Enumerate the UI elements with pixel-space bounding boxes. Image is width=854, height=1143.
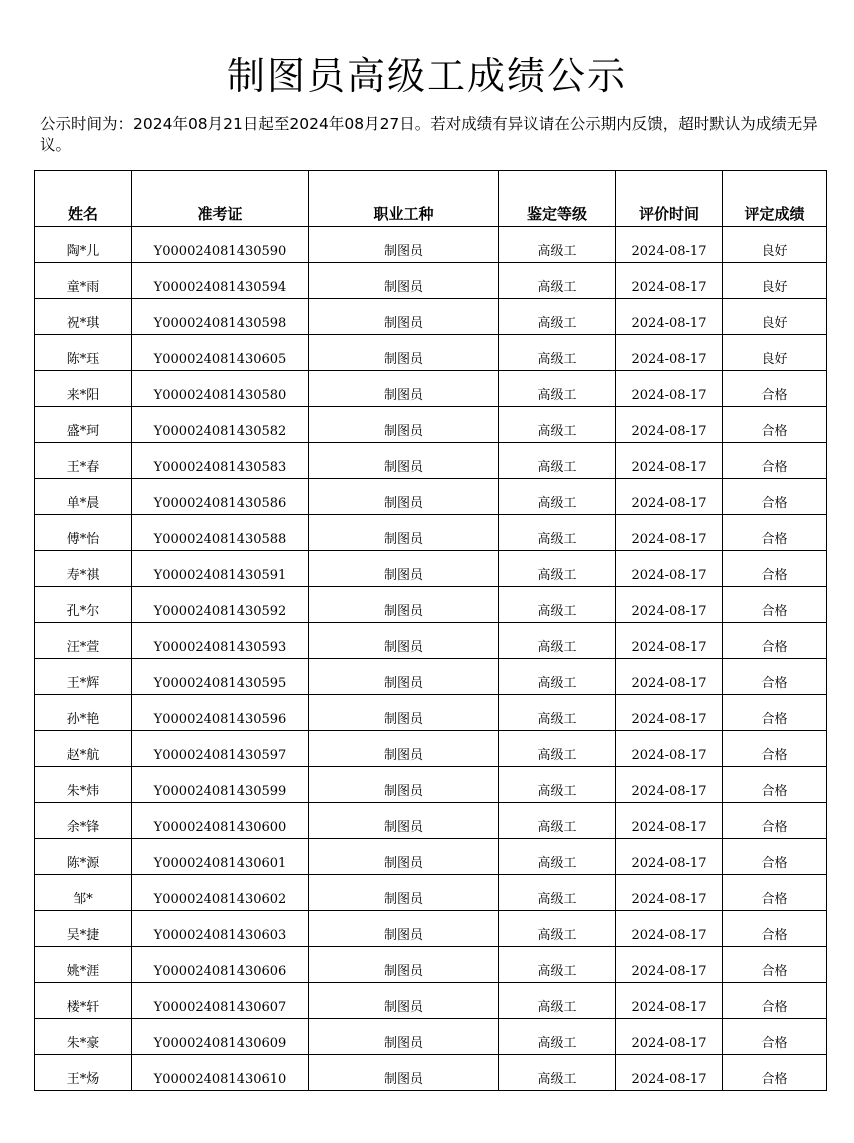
cell-occupation: 制图员 <box>309 299 499 335</box>
cell-eval-date: 2024-08-17 <box>616 407 723 443</box>
cell-occupation: 制图员 <box>309 911 499 947</box>
table-row <box>35 695 827 731</box>
cell-name: 陶*儿 <box>35 227 132 263</box>
cell-occupation: 制图员 <box>309 443 499 479</box>
table-row <box>35 623 827 659</box>
table-row <box>35 227 827 263</box>
cell-name: 单*晨 <box>35 479 132 515</box>
table-row <box>35 803 827 839</box>
cell-occupation: 制图员 <box>309 767 499 803</box>
cell-eval-date: 2024-08-17 <box>616 659 723 695</box>
cell-level: 高级工 <box>499 947 616 983</box>
cell-level: 高级工 <box>499 1055 616 1091</box>
cell-exam-id: Y000024081430595 <box>132 659 309 695</box>
cell-result: 合格 <box>723 695 827 731</box>
cell-exam-id: Y000024081430596 <box>132 695 309 731</box>
cell-result: 合格 <box>723 875 827 911</box>
cell-exam-id: Y000024081430609 <box>132 1019 309 1055</box>
cell-occupation: 制图员 <box>309 623 499 659</box>
table-row <box>35 371 827 407</box>
table-row <box>35 407 827 443</box>
cell-result: 合格 <box>723 1055 827 1091</box>
table-row <box>35 299 827 335</box>
table-row <box>35 839 827 875</box>
table-row <box>35 911 827 947</box>
cell-occupation: 制图员 <box>309 1019 499 1055</box>
cell-occupation: 制图员 <box>309 479 499 515</box>
cell-eval-date: 2024-08-17 <box>616 1019 723 1055</box>
page-title: 制图员高级工成绩公示 <box>226 54 627 98</box>
cell-result: 合格 <box>723 623 827 659</box>
cell-exam-id: Y000024081430600 <box>132 803 309 839</box>
cell-name: 来*阳 <box>35 371 132 407</box>
cell-exam-id: Y000024081430603 <box>132 911 309 947</box>
cell-name: 陈*珏 <box>35 335 132 371</box>
cell-occupation: 制图员 <box>309 263 499 299</box>
cell-occupation: 制图员 <box>309 1055 499 1091</box>
cell-name: 孔*尔 <box>35 587 132 623</box>
cell-result: 合格 <box>723 1019 827 1055</box>
cell-exam-id: Y000024081430580 <box>132 371 309 407</box>
table-header-row <box>35 171 827 227</box>
cell-exam-id: Y000024081430586 <box>132 479 309 515</box>
cell-level: 高级工 <box>499 983 616 1019</box>
table-row <box>35 551 827 587</box>
cell-name: 王*春 <box>35 443 132 479</box>
cell-result: 良好 <box>723 299 827 335</box>
cell-level: 高级工 <box>499 875 616 911</box>
cell-eval-date: 2024-08-17 <box>616 335 723 371</box>
cell-result: 合格 <box>723 515 827 551</box>
cell-eval-date: 2024-08-17 <box>616 731 723 767</box>
cell-occupation: 制图员 <box>309 335 499 371</box>
cell-eval-date: 2024-08-17 <box>616 983 723 1019</box>
cell-name: 祝*琪 <box>35 299 132 335</box>
cell-name: 姚*涯 <box>35 947 132 983</box>
cell-eval-date: 2024-08-17 <box>616 947 723 983</box>
cell-result: 良好 <box>723 227 827 263</box>
table-row <box>35 731 827 767</box>
cell-level: 高级工 <box>499 803 616 839</box>
cell-level: 高级工 <box>499 515 616 551</box>
cell-occupation: 制图员 <box>309 983 499 1019</box>
cell-name: 寿*祺 <box>35 551 132 587</box>
cell-eval-date: 2024-08-17 <box>616 695 723 731</box>
cell-name: 童*雨 <box>35 263 132 299</box>
cell-name: 陈*源 <box>35 839 132 875</box>
cell-level: 高级工 <box>499 623 616 659</box>
cell-occupation: 制图员 <box>309 839 499 875</box>
cell-level: 高级工 <box>499 695 616 731</box>
cell-name: 王*炀 <box>35 1055 132 1091</box>
column-header-result: 评定成绩 <box>723 171 827 227</box>
cell-name: 楼*轩 <box>35 983 132 1019</box>
cell-exam-id: Y000024081430598 <box>132 299 309 335</box>
cell-eval-date: 2024-08-17 <box>616 875 723 911</box>
cell-name: 孙*艳 <box>35 695 132 731</box>
cell-exam-id: Y000024081430591 <box>132 551 309 587</box>
cell-exam-id: Y000024081430592 <box>132 587 309 623</box>
cell-eval-date: 2024-08-17 <box>616 839 723 875</box>
cell-occupation: 制图员 <box>309 227 499 263</box>
table-row <box>35 983 827 1019</box>
cell-exam-id: Y000024081430583 <box>132 443 309 479</box>
cell-result: 合格 <box>723 551 827 587</box>
table-row <box>35 263 827 299</box>
cell-result: 合格 <box>723 983 827 1019</box>
cell-exam-id: Y000024081430593 <box>132 623 309 659</box>
cell-result: 合格 <box>723 371 827 407</box>
cell-level: 高级工 <box>499 443 616 479</box>
cell-result: 合格 <box>723 911 827 947</box>
cell-level: 高级工 <box>499 335 616 371</box>
cell-eval-date: 2024-08-17 <box>616 623 723 659</box>
cell-result: 合格 <box>723 839 827 875</box>
cell-name: 余*锋 <box>35 803 132 839</box>
cell-result: 合格 <box>723 731 827 767</box>
cell-eval-date: 2024-08-17 <box>616 515 723 551</box>
cell-result: 合格 <box>723 659 827 695</box>
cell-eval-date: 2024-08-17 <box>616 263 723 299</box>
cell-name: 朱*炜 <box>35 767 132 803</box>
cell-occupation: 制图员 <box>309 875 499 911</box>
table-row <box>35 515 827 551</box>
cell-level: 高级工 <box>499 407 616 443</box>
cell-name: 赵*航 <box>35 731 132 767</box>
cell-eval-date: 2024-08-17 <box>616 227 723 263</box>
cell-occupation: 制图员 <box>309 551 499 587</box>
cell-occupation: 制图员 <box>309 371 499 407</box>
cell-result: 合格 <box>723 587 827 623</box>
cell-eval-date: 2024-08-17 <box>616 587 723 623</box>
cell-result: 合格 <box>723 947 827 983</box>
cell-result: 合格 <box>723 479 827 515</box>
cell-exam-id: Y000024081430602 <box>132 875 309 911</box>
cell-occupation: 制图员 <box>309 587 499 623</box>
table-row <box>35 443 827 479</box>
cell-eval-date: 2024-08-17 <box>616 479 723 515</box>
cell-occupation: 制图员 <box>309 803 499 839</box>
cell-exam-id: Y000024081430597 <box>132 731 309 767</box>
table-row <box>35 947 827 983</box>
cell-exam-id: Y000024081430594 <box>132 263 309 299</box>
cell-eval-date: 2024-08-17 <box>616 551 723 587</box>
cell-exam-id: Y000024081430599 <box>132 767 309 803</box>
cell-result: 合格 <box>723 767 827 803</box>
cell-result: 合格 <box>723 803 827 839</box>
cell-level: 高级工 <box>499 587 616 623</box>
cell-eval-date: 2024-08-17 <box>616 767 723 803</box>
table-row <box>35 1055 827 1091</box>
cell-exam-id: Y000024081430606 <box>132 947 309 983</box>
cell-occupation: 制图员 <box>309 407 499 443</box>
cell-occupation: 制图员 <box>309 659 499 695</box>
cell-eval-date: 2024-08-17 <box>616 911 723 947</box>
cell-level: 高级工 <box>499 479 616 515</box>
cell-eval-date: 2024-08-17 <box>616 443 723 479</box>
table-body <box>35 227 827 1091</box>
column-header-level: 鉴定等级 <box>499 171 616 227</box>
cell-result: 良好 <box>723 335 827 371</box>
cell-level: 高级工 <box>499 299 616 335</box>
cell-eval-date: 2024-08-17 <box>616 803 723 839</box>
table-row <box>35 479 827 515</box>
table-row <box>35 875 827 911</box>
cell-name: 吴*捷 <box>35 911 132 947</box>
notice-text: 公示时间为：2024年08月21日起至2024年08月27日。若对成绩有异议请在公示期内反馈，超时默认为成绩无异议。 <box>40 115 818 154</box>
score-table <box>34 170 827 1091</box>
cell-level: 高级工 <box>499 839 616 875</box>
column-header-exam-id: 准考证 <box>132 171 309 227</box>
cell-exam-id: Y000024081430610 <box>132 1055 309 1091</box>
cell-level: 高级工 <box>499 911 616 947</box>
cell-exam-id: Y000024081430588 <box>132 515 309 551</box>
cell-level: 高级工 <box>499 551 616 587</box>
cell-level: 高级工 <box>499 1019 616 1055</box>
table-row <box>35 335 827 371</box>
cell-name: 王*辉 <box>35 659 132 695</box>
cell-name: 盛*珂 <box>35 407 132 443</box>
cell-occupation: 制图员 <box>309 515 499 551</box>
cell-name: 邹* <box>35 875 132 911</box>
cell-occupation: 制图员 <box>309 731 499 767</box>
table-row <box>35 659 827 695</box>
cell-exam-id: Y000024081430590 <box>132 227 309 263</box>
cell-result: 良好 <box>723 263 827 299</box>
cell-level: 高级工 <box>499 659 616 695</box>
cell-eval-date: 2024-08-17 <box>616 371 723 407</box>
cell-occupation: 制图员 <box>309 695 499 731</box>
cell-exam-id: Y000024081430601 <box>132 839 309 875</box>
cell-eval-date: 2024-08-17 <box>616 299 723 335</box>
cell-level: 高级工 <box>499 731 616 767</box>
cell-exam-id: Y000024081430607 <box>132 983 309 1019</box>
cell-name: 傅*怡 <box>35 515 132 551</box>
cell-result: 合格 <box>723 407 827 443</box>
cell-level: 高级工 <box>499 371 616 407</box>
table-row <box>35 587 827 623</box>
cell-level: 高级工 <box>499 227 616 263</box>
cell-name: 朱*豪 <box>35 1019 132 1055</box>
cell-name: 汪*萱 <box>35 623 132 659</box>
cell-exam-id: Y000024081430605 <box>132 335 309 371</box>
cell-occupation: 制图员 <box>309 947 499 983</box>
cell-level: 高级工 <box>499 263 616 299</box>
cell-eval-date: 2024-08-17 <box>616 1055 723 1091</box>
cell-result: 合格 <box>723 443 827 479</box>
table-row <box>35 1019 827 1055</box>
column-header-name: 姓名 <box>35 171 132 227</box>
column-header-occupation: 职业工种 <box>309 171 499 227</box>
cell-exam-id: Y000024081430582 <box>132 407 309 443</box>
table-row <box>35 767 827 803</box>
cell-level: 高级工 <box>499 767 616 803</box>
column-header-eval-date: 评价时间 <box>616 171 723 227</box>
